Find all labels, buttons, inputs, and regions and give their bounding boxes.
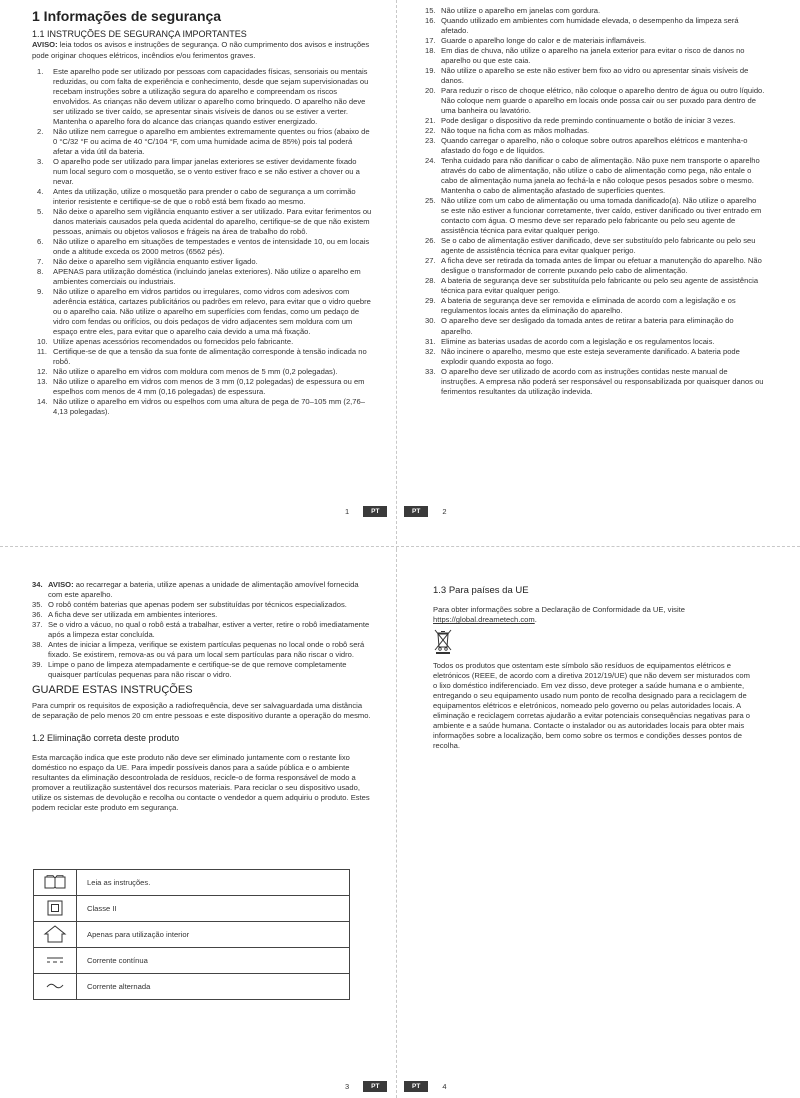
symbol-label: Corrente contínua — [77, 948, 350, 974]
item-number: 38. — [32, 640, 43, 650]
page-footer-3 — [345, 1081, 391, 1091]
list-item — [425, 256, 765, 276]
item-number: 14. — [37, 397, 48, 407]
class-ii-icon — [47, 900, 63, 916]
list-item — [425, 86, 765, 116]
list-item — [37, 267, 372, 287]
item-number: 12. — [37, 366, 48, 376]
warning-text: ao recarregar a bateria, utilize apenas a unidade de alimentação amovível fornecida com este aparelho. — [48, 580, 359, 600]
item-number: 32. — [425, 346, 436, 356]
list-item — [37, 157, 372, 187]
list-item — [425, 367, 765, 397]
page-footer-1 — [345, 506, 391, 516]
warning-paragraph — [32, 40, 372, 60]
item-text: O robô contém baterias que apenas podem ser substituídas por técnicos especializados. — [48, 600, 347, 610]
item-number: 37. — [32, 620, 43, 630]
list-item — [37, 377, 372, 397]
item-text: Tenha cuidado para não danificar o cabo de alimentação. Não puxe nem transporte o aparelho através do cabo de alimentação, não utilize o cabo de alimentação como pega, não entale o cabo de alimentação numa janela ao fechá-la e não coloque pesos pesados sobre o mesmo. Mantenha o cabo de alimentação afastado de superfícies quentes. — [441, 156, 760, 196]
table-row — [34, 870, 350, 896]
weee-paragraph: Todos os produtos que ostentam este símbolo são resíduos de equipamentos elétricos e eletrónicos (REEE, de acordo com a diretiva 2012/19/UE) que não devem ser misturados com o lixo doméstico indiferenciado. Em vez disso, deve proteger a saúde humana e o ambiente, entregando o seu equipamento usado num ponto de recolha designado para a reciclagem de equipamentos elétricos e eletrónicos, nomeado pelo governo ou pelas autoridades locais. A eliminação e reciclagem corretas ajudarão a evitar potenciais consequências negativas para o ambiente e a saúde humana. Contacte o instalador ou as autoridades locais para obter mais informações sobre a localização, bem como sobre os termos e condições desses pontos de recolha. — [433, 661, 751, 751]
list-item — [37, 347, 372, 367]
disposal-paragraph: Esta marcação indica que este produto não deve ser eliminado juntamente com o restante lixo doméstico no espaço da UE. Para impedir possíveis danos para a saúde pública e o ambiente resultantes da eliminação descontrolada de resíduos, recicle-o de forma responsável de modo a promover a reutilização sustentável dos recursos materiais. Para reciclar o seu dispositivo usado, utilize os sistemas de devolução e recolha ou contacte o vendedor a quem adquiriu o produto. Estes podem reciclar este produto em segurança. — [32, 753, 370, 813]
guard-heading: GUARDE ESTAS INSTRUÇÕES — [32, 684, 193, 697]
item-number: 3. — [37, 156, 44, 166]
item-text: Se o vidro a vácuo, no qual o robô está a trabalhar, estiver a verter, retire o robô imediatamente após a limpeza estar concluída. — [48, 620, 370, 640]
symbol-label: Classe II — [77, 896, 350, 922]
page-4 — [433, 585, 753, 625]
list-item: 34. AVISO: ao recarregar a bateria, utilize apenas a unidade de alimentação amovível fornecida com este aparelho. — [32, 580, 359, 600]
item-number: 8. — [37, 266, 44, 276]
item-number: 4. — [37, 186, 44, 196]
item-text: Não deixe o aparelho sem vigilância enquanto estiver ligado. — [53, 256, 258, 266]
page-3 — [32, 580, 372, 813]
book-icon — [44, 875, 66, 889]
language-tag: PT — [363, 506, 387, 517]
rf-paragraph: Para cumprir os requisitos de exposição a radiofrequência, deve ser salvaguardada uma distância de separação de pelo menos 20 cm entre pessoas e este dispositivo durante a operação do mesmo. — [32, 701, 371, 721]
item-text: Guarde o aparelho longe do calor e de materiais inflamáveis. — [441, 36, 647, 46]
table-row — [34, 896, 350, 922]
item-number: 6. — [37, 236, 44, 246]
symbol-label: Leia as instruções. — [77, 870, 350, 896]
item-text: A ficha deve ser retirada da tomada antes de limpar ou efetuar a manutenção do aparelho. Não desligue o transformador de corrente puxando pelo cabo de alimentação. — [441, 256, 762, 276]
list-item — [425, 337, 765, 347]
spread-separator — [0, 546, 800, 547]
item-number: 13. — [37, 377, 48, 386]
list-item — [32, 660, 372, 680]
warning-label: AVISO: — [48, 580, 74, 589]
list-item — [425, 6, 765, 16]
house-icon — [43, 925, 67, 943]
list-item — [425, 36, 765, 46]
list-item — [425, 16, 765, 36]
list-item — [37, 67, 372, 127]
list-item — [37, 207, 372, 237]
item-number: 1. — [37, 66, 44, 76]
weee-bin-icon — [433, 628, 453, 654]
list-item — [37, 187, 372, 207]
language-tag: PT — [363, 1081, 387, 1092]
section-subtitle: 1.1 INSTRUÇÕES DE SEGURANÇA IMPORTANTES — [32, 28, 247, 39]
safety-list-final-rest — [32, 600, 372, 680]
item-text: Não utilize o aparelho em vidros com menos de 3 mm (0,12 polegadas) de espessura ou em espelhos com menos de 4 mm (0,16 polegadas) de espessura. — [53, 377, 365, 397]
list-item — [425, 156, 765, 196]
ac-icon — [46, 982, 64, 990]
language-tag: PT — [404, 506, 428, 517]
safety-list-continued — [425, 6, 765, 397]
list-item — [37, 237, 372, 257]
item-text: Em dias de chuva, não utilize o aparelho na janela exterior para evitar o risco de danos no aparelho ou que este caia. — [441, 46, 745, 66]
item-number: 30. — [425, 316, 436, 326]
list-item — [32, 640, 372, 660]
table-row — [34, 974, 350, 1000]
list-item — [37, 257, 372, 267]
page-footer-2 — [400, 506, 446, 516]
item-number: 16. — [425, 16, 436, 26]
symbols-table — [33, 869, 350, 1000]
item-number: 36. — [32, 610, 43, 620]
item-text: Não utilize o aparelho em vidros com moldura com menos de 5 mm (0,2 polegadas). — [53, 366, 338, 376]
item-text: Para reduzir o risco de choque elétrico, não coloque o aparelho dentro de água ou outro líquido. Não coloque nem guarde o aparelho em locais onde possa cair ou ser puxado para dentro de uma banheira ou lavatório. — [441, 86, 765, 116]
item-text: Antes da utilização, utilize o mosquetão para prender o cabo de segurança a um corrimão interior resistente e certifique-se de que o robô está bem fixado ao mesmo. — [53, 186, 356, 206]
list-item — [32, 620, 372, 640]
item-number: 5. — [37, 206, 44, 216]
item-text: Não toque na ficha com as mãos molhadas. — [441, 126, 590, 136]
item-number: 35. — [32, 600, 43, 610]
page-number: 3 — [345, 1081, 350, 1091]
item-number: 19. — [425, 66, 436, 76]
symbol-label: Apenas para utilização interior — [77, 922, 350, 948]
item-number: 10. — [37, 336, 48, 346]
page-number: 4 — [442, 1081, 447, 1091]
item-number: 18. — [425, 46, 436, 56]
eu-intro-suffix: . — [534, 615, 537, 625]
list-item — [37, 127, 372, 157]
list-item — [32, 600, 372, 610]
item-number: 7. — [37, 256, 44, 266]
item-text: Antes de iniciar a limpeza, verifique se existem partículas pequenas no local onde o robô será fixado. Se existirem, remova-as ou vá para um local sem partículas para não riscar o vidro. — [48, 640, 365, 660]
item-text: Não incinere o aparelho, mesmo que este esteja severamente danificado. A bateria pode explodir quando exposta ao fogo. — [441, 346, 740, 366]
item-number: 2. — [37, 126, 44, 136]
eu-intro: Para obter informações sobre a Declaração de Conformidade da UE, visite — [433, 605, 685, 615]
list-item — [425, 316, 765, 336]
page-2 — [420, 6, 765, 397]
list-item — [425, 136, 765, 156]
list-item — [32, 610, 372, 620]
language-tag: PT — [404, 1081, 428, 1092]
list-item — [425, 66, 765, 86]
item-number: 24. — [425, 156, 436, 166]
item-number: 29. — [425, 296, 436, 306]
list-item — [425, 46, 765, 66]
page-footer-4 — [400, 1081, 446, 1091]
item-text: Quando carregar o aparelho, não o coloque sobre outros aparelhos elétricos e mantenha-o afastado do fogo e de líquidos. — [441, 136, 748, 156]
item-text: Não utilize o aparelho em vidros ou espelhos com uma altura de pega de 70–105 mm (2,76–4,13 polegadas). — [53, 397, 365, 417]
item-text: Não utilize com um cabo de alimentação ou uma tomada danificado(a). Não utilize o aparelho se este não estiver a funcionar corretamente, tiver caído, estiver danificado ou tiver entrado em contacto com água. O mesmo deve ser reparado pelo fabricante ou pelo seu agente de assistência técnica para evitar qualquer perigo. — [441, 196, 762, 236]
page-1 — [32, 8, 372, 417]
list-item — [37, 367, 372, 377]
safety-list — [37, 67, 372, 418]
item-number: 23. — [425, 136, 436, 146]
item-text: APENAS para utilização doméstica (incluindo janelas exteriores). Não utilize o aparelho em ambientes comerciais ou industriais. — [53, 266, 361, 286]
item-text: A bateria de segurança deve ser substituída pelo fabricante ou pelo seu agente de assistência técnica para evitar qualquer perigo. — [441, 276, 759, 296]
item-text: Não deixe o aparelho sem vigilância enquanto estiver a ser utilizado. Para evitar ferimentos ou danos materiais causados pela queda acidental do aparelho, certifique-se de que não existem pessoas, animais ou objetos valiosos e frágeis na área de trabalho do robô. — [53, 206, 372, 236]
table-row — [34, 948, 350, 974]
page-divider — [396, 0, 398, 549]
item-text: O aparelho pode ser utilizado para limpar janelas exteriores se estiver devidamente fixado num local seguro com o mosquetão, se o vento estiver fraco e se não estiver a chover ou a nevar. — [53, 156, 360, 186]
item-text: Pode desligar o dispositivo da rede premindo continuamente o botão de iniciar 3 vezes. — [441, 116, 736, 126]
page-number: 1 — [345, 506, 350, 516]
item-text: A bateria de segurança deve ser removida e eliminada de acordo com a legislação e os regulamentos locais antes da eliminação do aparelho. — [441, 296, 736, 316]
item-number: 17. — [425, 36, 436, 46]
item-number: 39. — [32, 660, 43, 670]
eu-heading: 1.3 Para países da UE — [433, 585, 529, 596]
list-item — [425, 116, 765, 126]
list-item — [425, 296, 765, 316]
list-item — [37, 397, 372, 417]
page-number: 2 — [442, 506, 447, 516]
item-text: Este aparelho pode ser utilizado por pessoas com capacidades físicas, sensoriais ou mentais reduzidas, ou com falta de experiência e conhecimento, desde que sejam supervisionadas ou recebam instruções sobre a utilização segura do aparelho e compreendam os riscos envolvidos. As crianças não devem utilizar o aparelho como brinquedo. O aparelho não deve ser utilizado se tiver caído, se apresentar sinais visíveis de danos ou se estiver a verter. Mantenha o aparelho fora do alcance das crianças quando estiver energizado. — [53, 66, 369, 126]
list-item — [37, 287, 372, 337]
item-number: 15. — [425, 6, 436, 15]
item-text: Não utilize o aparelho em situações de tempestades e ventos de intensidade 10, ou em locais onde a altitude exceda os 2000 metros (6562 pés). — [53, 236, 370, 256]
item-text: Não utilize o aparelho em vidros partidos ou irregulares, como vidros com adesivos com aderência estática, cartazes publicitários ou padrões em relevo, para evitar que o vidro quebre ou o aparelho caia. Não utilize o aparelho em superfícies com fendas, como um pedaço de vidro com fendas ou orifícios, ou dois pedaços de vidro adjacentes sem moldura com um espaço entre eles, para evitar que o aparelho caia devido a uma má fixação. — [53, 286, 371, 336]
list-item — [425, 236, 765, 256]
table-row — [34, 922, 350, 948]
item-text: Quando utilizado em ambientes com humidade elevada, o desempenho da limpeza será afetado. — [441, 16, 739, 36]
item-number: 27. — [425, 256, 436, 266]
warning-label: AVISO: — [32, 40, 58, 50]
item-number: 26. — [425, 236, 436, 246]
eu-paragraph — [433, 605, 753, 625]
item-text: Não utilize o aparelho se este não estiver bem fixo ao vidro ou apresentar sinais visíveis de danos. — [441, 66, 749, 86]
list-item — [425, 126, 765, 136]
item-number: 25. — [425, 196, 436, 206]
item-text: O aparelho deve ser utilizado de acordo com as instruções contidas neste manual de instruções. A empresa não poderá ser responsável ou responsabilizada por quaisquer danos ou ferimentos resultantes da utilização indevida. — [441, 366, 764, 396]
item-number: 33. — [425, 366, 436, 376]
item-number: 31. — [425, 336, 436, 346]
disposal-heading: 1.2 Eliminação correta deste produto — [32, 733, 180, 744]
item-text: Se o cabo de alimentação estiver danificado, deve ser substituído pelo fabricante ou pelo seu agente de assistência técnica para evitar qualquer perigo. — [441, 236, 756, 256]
list-item — [425, 276, 765, 296]
item-text: Não utilize o aparelho em janelas com gordura. — [441, 6, 601, 15]
item-text: Não utilize nem carregue o aparelho em ambientes extremamente quentes ou frios (abaixo de 0 °C/32 °F ou acima de 40 °C/104 °F, com uma humidade acima de 85%) pois tal poderá afetar a vida útil da bateria. — [53, 126, 370, 156]
dc-icon — [46, 956, 64, 964]
item-text: Elimine as baterias usadas de acordo com a legislação e os regulamentos locais. — [441, 336, 715, 346]
item-text: O aparelho deve ser desligado da tomada antes de retirar a bateria para eliminação do aparelho. — [441, 316, 734, 336]
list-item — [37, 337, 372, 347]
list-item — [425, 347, 765, 367]
declaration-link[interactable]: https://global.dreametech.com — [433, 615, 535, 625]
item-number: 20. — [425, 86, 436, 96]
symbol-label: Corrente alternada — [77, 974, 350, 1000]
safety-list-final — [32, 580, 372, 600]
item-number: 9. — [37, 286, 44, 296]
item-number: 28. — [425, 276, 436, 286]
warning-text: leia todos os avisos e instruções de segurança. O não cumprimento dos avisos e instruções pode originar choques elétricos, incêndios e/ou ferimentos graves. — [32, 40, 370, 60]
item-number: 21. — [425, 116, 436, 126]
item-text: Certifique-se de que a tensão da sua fonte de alimentação corresponde à tensão indicada no robô. — [53, 346, 367, 366]
item-text: A ficha deve ser utilizada em ambientes interiores. — [48, 610, 218, 620]
list-item — [425, 196, 765, 236]
page-divider — [396, 549, 398, 1098]
item-text: Limpe o pano de limpeza atempadamente e certifique-se de que remove completamente quaisquer partículas pequenas para não riscar o vidro. — [48, 660, 347, 680]
item-number: 11. — [37, 346, 47, 356]
page-title: 1 Informações de segurança — [32, 8, 222, 24]
spread-pages-3-4 — [0, 549, 800, 1098]
item-text: Utilize apenas acessórios recomendados ou fornecidos pelo fabricante. — [53, 336, 294, 346]
item-number: 22. — [425, 126, 436, 136]
